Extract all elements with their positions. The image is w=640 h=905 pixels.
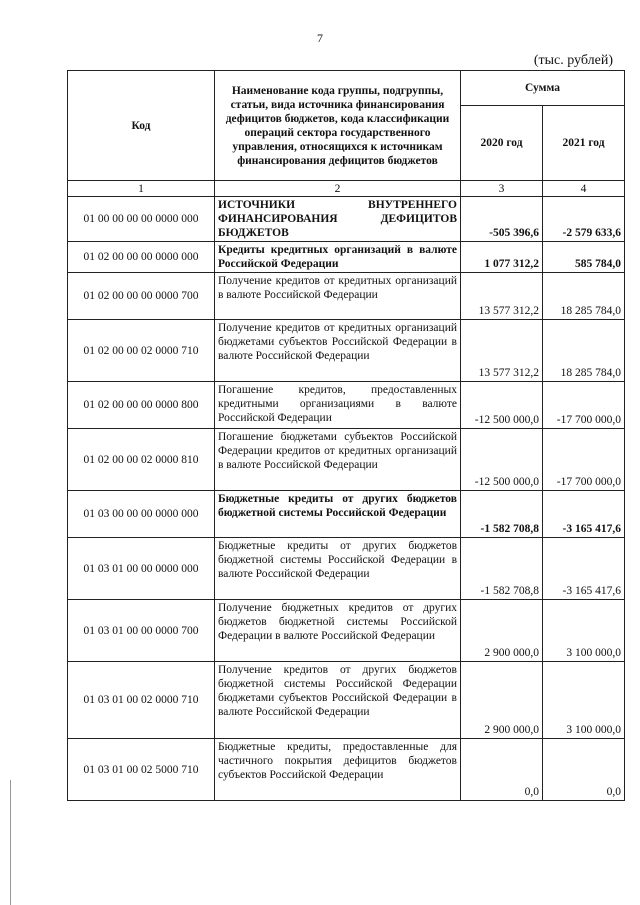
row-value-2021: 585 784,0 xyxy=(543,242,625,273)
table-row xyxy=(68,382,625,429)
table-row xyxy=(68,273,625,320)
row-value-2020: -12 500 000,0 xyxy=(461,382,543,429)
row-name: Получение кредитов от кредитных организаций в валюте Российской Федерации xyxy=(215,273,461,320)
row-value-2020: 0,0 xyxy=(461,739,543,801)
row-value-2021: 3 100 000,0 xyxy=(543,600,625,662)
row-value-2020: 2 900 000,0 xyxy=(461,600,543,662)
col-index: 3 xyxy=(461,181,543,197)
row-value-2020: -505 396,6 xyxy=(461,197,543,242)
row-code: 01 00 00 00 00 0000 000 xyxy=(68,197,215,242)
table-row xyxy=(68,320,625,382)
row-value-2020: 13 577 312,2 xyxy=(461,273,543,320)
header-row xyxy=(68,71,625,106)
row-name: Погашение бюджетами субъектов Российской Федерации кредитов от кредитных организаций в валюте Российской Федерации xyxy=(215,429,461,491)
col-index: 2 xyxy=(215,181,461,197)
row-value-2021: 18 285 784,0 xyxy=(543,320,625,382)
table-row xyxy=(68,739,625,801)
row-name: Кредиты кредитных организаций в валюте Российской Федерации xyxy=(215,242,461,273)
row-value-2020: -1 582 708,8 xyxy=(461,538,543,600)
header-name: Наименование кода группы, подгруппы, статьи, вида источника финансирования дефицитов бюджетов, кода классификации операций сектора государственного управления, относящихся к источникам финансирования дефицитов бюджетов xyxy=(215,71,461,181)
row-value-2021: -17 700 000,0 xyxy=(543,382,625,429)
row-name: Бюджетные кредиты от других бюджетов бюджетной системы Российской Федерации xyxy=(215,491,461,538)
header-year-2021: 2021 год xyxy=(543,106,625,181)
budget-sources-table xyxy=(67,70,625,801)
header-code: Код xyxy=(68,71,215,181)
row-value-2021: 18 285 784,0 xyxy=(543,273,625,320)
row-value-2020: 2 900 000,0 xyxy=(461,662,543,739)
row-code: 01 02 00 00 00 0000 700 xyxy=(68,273,215,320)
row-value-2021: -3 165 417,6 xyxy=(543,538,625,600)
col-index: 4 xyxy=(543,181,625,197)
header-sum: Сумма xyxy=(461,71,625,106)
row-code: 01 02 00 00 02 0000 710 xyxy=(68,320,215,382)
row-code: 01 03 01 00 00 0000 000 xyxy=(68,538,215,600)
row-value-2020: -12 500 000,0 xyxy=(461,429,543,491)
row-code: 01 03 01 00 02 0000 710 xyxy=(68,662,215,739)
page-number: 7 xyxy=(317,31,323,45)
row-name: Получение кредитов от кредитных организаций бюджетами субъектов Российской Федерации в валюте Российской Федерации xyxy=(215,320,461,382)
row-name: Получение бюджетных кредитов от других бюджетов бюджетной системы Российской Федерации в валюте Российской Федерации xyxy=(215,600,461,662)
column-index-row xyxy=(68,181,625,197)
row-value-2020: 1 077 312,2 xyxy=(461,242,543,273)
row-code: 01 02 00 00 00 0000 000 xyxy=(68,242,215,273)
row-value-2020: 13 577 312,2 xyxy=(461,320,543,382)
row-value-2021: 3 100 000,0 xyxy=(543,662,625,739)
row-name: Бюджетные кредиты, предоставленные для частичного покрытия дефицитов бюджетов субъектов Российской Федерации xyxy=(215,739,461,801)
row-value-2020: -1 582 708,8 xyxy=(461,491,543,538)
col-index: 1 xyxy=(68,181,215,197)
row-code: 01 02 00 00 02 0000 810 xyxy=(68,429,215,491)
table-row xyxy=(68,491,625,538)
row-value-2021: -2 579 633,6 xyxy=(543,197,625,242)
row-value-2021: 0,0 xyxy=(543,739,625,801)
row-code: 01 03 01 00 02 5000 710 xyxy=(68,739,215,801)
row-code: 01 03 00 00 00 0000 000 xyxy=(68,491,215,538)
header-year-2020: 2020 год xyxy=(461,106,543,181)
row-name: Бюджетные кредиты от других бюджетов бюджетной системы Российской Федерации в валюте Российской Федерации xyxy=(215,538,461,600)
table-row xyxy=(68,197,625,242)
row-code: 01 03 01 00 00 0000 700 xyxy=(68,600,215,662)
row-value-2021: -17 700 000,0 xyxy=(543,429,625,491)
row-name: Получение кредитов от других бюджетов бюджетной системы Российской Федерации бюджетами субъектов Российской Федерации в валюте Российской Федерации xyxy=(215,662,461,739)
row-value-2021: -3 165 417,6 xyxy=(543,491,625,538)
table-row xyxy=(68,538,625,600)
row-code: 01 02 00 00 00 0000 800 xyxy=(68,382,215,429)
table-body xyxy=(68,197,625,801)
table-row xyxy=(68,242,625,273)
table-row xyxy=(68,429,625,491)
table-row xyxy=(68,600,625,662)
row-name: Погашение кредитов, предоставленных кредитными организациями в валюте Российской Федерации xyxy=(215,382,461,429)
page-edge-line xyxy=(10,780,11,905)
table-row xyxy=(68,662,625,739)
units-label: (тыс. рублей) xyxy=(533,53,613,68)
row-name: ИСТОЧНИКИ ВНУТРЕННЕГО ФИНАНСИРОВАНИЯ ДЕФИЦИТОВ БЮДЖЕТОВ xyxy=(215,197,461,242)
